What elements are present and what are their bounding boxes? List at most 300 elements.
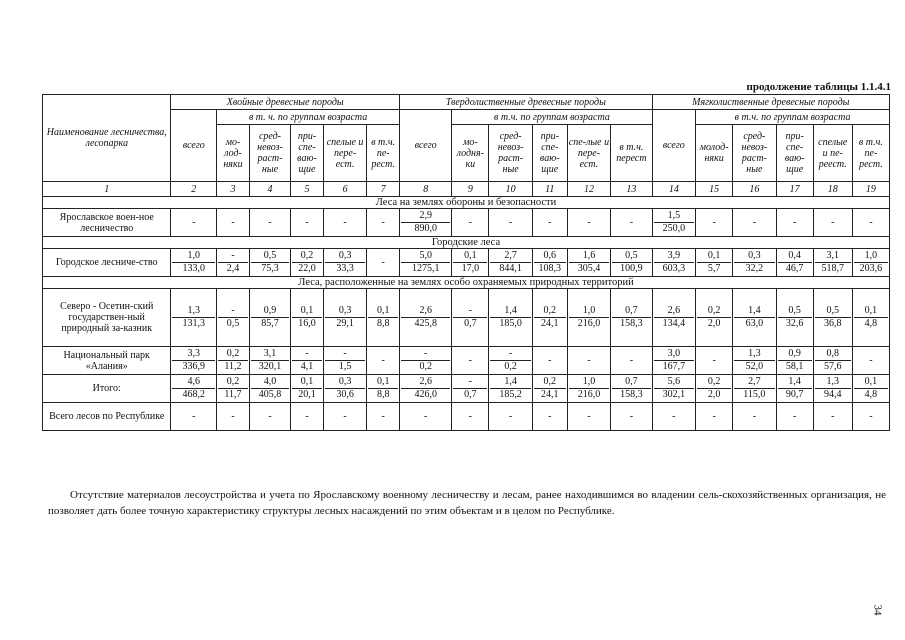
header-g1-middle: сред-невоз-раст-ные bbox=[249, 125, 290, 182]
cell-area: 158,3 bbox=[612, 317, 650, 330]
cell: - bbox=[249, 403, 290, 431]
cell: - bbox=[217, 209, 250, 237]
header-name-col: Наименование лесничества, лесопарка bbox=[43, 95, 171, 182]
cell: - bbox=[452, 403, 489, 431]
cell bbox=[249, 249, 290, 277]
cell: - bbox=[567, 347, 611, 375]
colnum: 7 bbox=[367, 182, 400, 197]
cell bbox=[611, 289, 652, 347]
cell-share: 2,7 bbox=[748, 376, 761, 387]
cell-area: 2,0 bbox=[697, 317, 731, 330]
cell-share: 2,6 bbox=[667, 305, 681, 316]
section-title: Леса на землях обороны и безопасности bbox=[43, 197, 890, 209]
cell: - bbox=[217, 403, 250, 431]
cell-area: 115,0 bbox=[734, 388, 775, 401]
cell-area: 320,1 bbox=[251, 360, 289, 373]
cell-share: - bbox=[305, 348, 309, 359]
cell: - bbox=[323, 403, 367, 431]
cell-share: 0,1 bbox=[707, 250, 721, 261]
row-name: Всего лесов по Республике bbox=[43, 403, 171, 431]
cell-area: 17,0 bbox=[453, 262, 487, 275]
colnum: 3 bbox=[217, 182, 250, 197]
cell-share: 1,5 bbox=[667, 210, 681, 221]
cell-area: 0,2 bbox=[401, 360, 450, 373]
cell-area: 2,0 bbox=[697, 388, 731, 401]
header-g1-young: мо-лод-няки bbox=[217, 125, 250, 182]
cell-share: 0,5 bbox=[263, 250, 277, 261]
cell: - bbox=[171, 209, 217, 237]
cell-area: 100,9 bbox=[612, 262, 650, 275]
cell-share: 3,9 bbox=[667, 250, 681, 261]
cell-area: 185,0 bbox=[490, 317, 531, 330]
cell bbox=[813, 249, 852, 277]
cell-share: 1,6 bbox=[582, 250, 596, 261]
cell-area: 0,2 bbox=[490, 360, 531, 373]
cell-share: 0,5 bbox=[826, 305, 839, 316]
cell-share: 5,6 bbox=[667, 376, 681, 387]
cell-share: 2,7 bbox=[504, 250, 517, 261]
header-g3-sub: в т.ч. по группам возраста bbox=[696, 110, 890, 125]
cell: - bbox=[291, 209, 324, 237]
cell-share: 0,2 bbox=[300, 250, 314, 261]
header-g2-premature: при-спе-ваю-щие bbox=[532, 125, 567, 182]
cell-share: 3,1 bbox=[826, 250, 839, 261]
cell-area: 216,0 bbox=[569, 317, 610, 330]
cell-area: 30,6 bbox=[325, 388, 366, 401]
cell bbox=[400, 289, 452, 347]
cell: - bbox=[611, 347, 652, 375]
cell-share: - bbox=[468, 376, 472, 387]
cell-area: 425,8 bbox=[401, 317, 450, 330]
cell: - bbox=[171, 403, 217, 431]
cell bbox=[611, 375, 652, 403]
cell: - bbox=[567, 209, 611, 237]
header-g2-middle: сред-невоз-раст-ные bbox=[489, 125, 533, 182]
cell-share: 0,1 bbox=[376, 376, 390, 387]
cell-share: 0,1 bbox=[464, 250, 477, 261]
forest-structure-table bbox=[42, 94, 890, 431]
cell-share: - bbox=[468, 305, 472, 316]
cell-area: 426,0 bbox=[401, 388, 450, 401]
cell bbox=[217, 289, 250, 347]
cell: - bbox=[696, 347, 733, 375]
cell-area: 58,1 bbox=[778, 360, 812, 373]
cell-area: 85,7 bbox=[251, 317, 289, 330]
cell bbox=[323, 289, 367, 347]
header-g2-total: всего bbox=[400, 110, 452, 182]
cell-share: 1,4 bbox=[504, 305, 517, 316]
cell bbox=[852, 249, 889, 277]
row-name: Северо - Осетин-ский государствен-ный природный за-казник bbox=[43, 289, 171, 347]
cell-share: 1,0 bbox=[582, 305, 596, 316]
cell-share: - bbox=[231, 305, 235, 316]
cell bbox=[652, 209, 696, 237]
cell bbox=[323, 347, 367, 375]
header-g3-total: всего bbox=[652, 110, 696, 182]
cell-share: 4,0 bbox=[263, 376, 277, 387]
cell-area: 46,7 bbox=[778, 262, 812, 275]
cell-share: 3,1 bbox=[263, 348, 277, 359]
section-row-defense bbox=[43, 197, 890, 209]
cell: - bbox=[367, 249, 400, 277]
cell bbox=[217, 249, 250, 277]
cell-area: 57,6 bbox=[815, 360, 851, 373]
cell-area: 2,4 bbox=[218, 262, 248, 275]
cell-area: 405,8 bbox=[251, 388, 289, 401]
cell bbox=[776, 249, 813, 277]
cell: - bbox=[367, 209, 400, 237]
cell bbox=[249, 289, 290, 347]
cell-area: 0,5 bbox=[218, 317, 248, 330]
cell bbox=[452, 289, 489, 347]
cell bbox=[696, 249, 733, 277]
cell: - bbox=[249, 209, 290, 237]
cell-share: - bbox=[343, 348, 347, 359]
cell-share: 2,6 bbox=[419, 305, 432, 316]
cell bbox=[733, 249, 777, 277]
cell bbox=[733, 289, 777, 347]
colnum: 19 bbox=[852, 182, 889, 197]
cell: - bbox=[489, 403, 533, 431]
cell-area: 22,0 bbox=[292, 262, 322, 275]
cell bbox=[323, 249, 367, 277]
cell bbox=[249, 347, 290, 375]
section-row-protected bbox=[43, 277, 890, 289]
cell bbox=[291, 249, 324, 277]
cell bbox=[567, 289, 611, 347]
cell-share: 1,4 bbox=[748, 305, 761, 316]
header-g2-sub: в т.ч. по группам возраста bbox=[452, 110, 652, 125]
cell-area: 250,0 bbox=[654, 222, 695, 235]
cell: - bbox=[813, 209, 852, 237]
header-g2-young: мо-лодня-ки bbox=[452, 125, 489, 182]
header-g3-overmature: в т.ч. пе-рест. bbox=[852, 125, 889, 182]
cell bbox=[696, 289, 733, 347]
cell: - bbox=[452, 209, 489, 237]
header-g2-mature: спе-лые и пере-ест. bbox=[567, 125, 611, 182]
cell: - bbox=[532, 347, 567, 375]
cell bbox=[532, 375, 567, 403]
cell bbox=[652, 289, 696, 347]
cell: - bbox=[367, 347, 400, 375]
cell: - bbox=[852, 347, 889, 375]
cell-area: 302,1 bbox=[654, 388, 695, 401]
cell bbox=[611, 249, 652, 277]
cell-area: 203,6 bbox=[854, 262, 888, 275]
cell-area: 11,2 bbox=[218, 360, 248, 373]
cell-share: 1,3 bbox=[826, 376, 839, 387]
cell-area: 36,8 bbox=[815, 317, 851, 330]
cell bbox=[367, 289, 400, 347]
colnum: 15 bbox=[696, 182, 733, 197]
cell-area: 4,1 bbox=[292, 360, 322, 373]
cell bbox=[489, 347, 533, 375]
cell-area: 890,0 bbox=[401, 222, 450, 235]
cell-area: 1,5 bbox=[325, 360, 366, 373]
cell-share: 1,3 bbox=[187, 305, 201, 316]
cell-area: 216,0 bbox=[569, 388, 610, 401]
cell-share: 0,3 bbox=[338, 376, 352, 387]
cell-area: 5,7 bbox=[697, 262, 731, 275]
cell bbox=[291, 347, 324, 375]
cell-area: 134,4 bbox=[654, 317, 695, 330]
cell-area: 94,4 bbox=[815, 388, 851, 401]
cell-area: 167,7 bbox=[654, 360, 695, 373]
cell bbox=[249, 375, 290, 403]
table-row bbox=[43, 209, 890, 237]
cell: - bbox=[611, 403, 652, 431]
colnum: 6 bbox=[323, 182, 367, 197]
cell-share: 0,2 bbox=[543, 305, 556, 316]
cell bbox=[452, 249, 489, 277]
colnum: 1 bbox=[43, 182, 171, 197]
cell-share: 0,1 bbox=[864, 305, 878, 316]
header-g1-overmature: в т.ч. пе-рест. bbox=[367, 125, 400, 182]
cell-share: 1,0 bbox=[187, 250, 201, 261]
cell: - bbox=[400, 403, 452, 431]
cell-share: 1,3 bbox=[748, 348, 761, 359]
cell-area: 305,4 bbox=[569, 262, 610, 275]
continuation-label: продолжение таблицы 1.1.4.1 bbox=[746, 81, 891, 93]
cell-share: 0,2 bbox=[226, 376, 240, 387]
cell bbox=[489, 289, 533, 347]
cell-area: 24,1 bbox=[534, 317, 566, 330]
row-name: Городское лесниче-ство bbox=[43, 249, 171, 277]
cell-share: 2,9 bbox=[419, 210, 432, 221]
colnum: 2 bbox=[171, 182, 217, 197]
cell-area: 468,2 bbox=[172, 388, 215, 401]
header-row-groups bbox=[43, 95, 890, 110]
header-g3-premature: при-спе-ваю-щие bbox=[776, 125, 813, 182]
colnum: 10 bbox=[489, 182, 533, 197]
header-g3-middle: сред-невоз-раст-ные bbox=[733, 125, 777, 182]
cell-area: 4,8 bbox=[854, 317, 888, 330]
cell bbox=[852, 289, 889, 347]
colnum: 12 bbox=[567, 182, 611, 197]
cell-area: 29,1 bbox=[325, 317, 366, 330]
header-conifer: Хвойные древесные породы bbox=[171, 95, 400, 110]
section-title: Леса, расположенные на землях особо охраняемых природных территорий bbox=[43, 277, 890, 289]
cell: - bbox=[776, 403, 813, 431]
header-g1-total: всего bbox=[171, 110, 217, 182]
cell-share: 0,1 bbox=[300, 376, 314, 387]
cell-share: 1,0 bbox=[864, 250, 878, 261]
cell-area: 16,0 bbox=[292, 317, 322, 330]
cell: - bbox=[733, 403, 777, 431]
cell bbox=[452, 375, 489, 403]
cell: - bbox=[813, 403, 852, 431]
cell bbox=[400, 375, 452, 403]
header-softwood: Мягколиственные древесные породы bbox=[652, 95, 889, 110]
cell-share: 3,0 bbox=[667, 348, 681, 359]
cell-share: 0,3 bbox=[338, 305, 352, 316]
cell bbox=[217, 347, 250, 375]
cell: - bbox=[852, 209, 889, 237]
cell-share: 0,7 bbox=[625, 305, 638, 316]
cell bbox=[532, 249, 567, 277]
table-row bbox=[43, 347, 890, 375]
table-row bbox=[43, 249, 890, 277]
cell bbox=[776, 375, 813, 403]
cell bbox=[733, 375, 777, 403]
header-hardwood: Твердолиственные древесные породы bbox=[400, 95, 653, 110]
cell-area: 133,0 bbox=[172, 262, 215, 275]
cell-area: 518,7 bbox=[815, 262, 851, 275]
cell-share: 0,3 bbox=[338, 250, 352, 261]
cell-area: 20,1 bbox=[292, 388, 322, 401]
cell-share: 0,8 bbox=[826, 348, 839, 359]
cell: - bbox=[852, 403, 889, 431]
cell-area: 1275,1 bbox=[401, 262, 450, 275]
cell bbox=[567, 375, 611, 403]
section-row-urban bbox=[43, 237, 890, 249]
cell-area: 0,7 bbox=[453, 317, 487, 330]
cell-share: 0,9 bbox=[263, 305, 277, 316]
cell bbox=[852, 375, 889, 403]
cell-share: 0,2 bbox=[707, 305, 721, 316]
colnum: 16 bbox=[733, 182, 777, 197]
cell-area: 131,3 bbox=[172, 317, 215, 330]
cell-share: 0,4 bbox=[788, 250, 801, 261]
header-row-numbers bbox=[43, 182, 890, 197]
cell-share: 0,2 bbox=[543, 376, 556, 387]
colnum: 13 bbox=[611, 182, 652, 197]
cell: - bbox=[291, 403, 324, 431]
cell bbox=[652, 347, 696, 375]
section-title: Городские леса bbox=[43, 237, 890, 249]
header-g1-mature: спелые и пере-ест. bbox=[323, 125, 367, 182]
cell bbox=[813, 347, 852, 375]
cell: - bbox=[733, 209, 777, 237]
cell-share: 2,6 bbox=[419, 376, 432, 387]
cell: - bbox=[452, 347, 489, 375]
cell-area: 32,6 bbox=[778, 317, 812, 330]
cell bbox=[171, 249, 217, 277]
cell-share: - bbox=[231, 250, 235, 261]
cell-area: 33,3 bbox=[325, 262, 366, 275]
cell bbox=[291, 289, 324, 347]
cell bbox=[652, 249, 696, 277]
header-g1-premature: при-спе-ваю-щие bbox=[291, 125, 324, 182]
cell-share: 3,3 bbox=[187, 348, 201, 359]
cell bbox=[367, 375, 400, 403]
cell bbox=[813, 375, 852, 403]
colnum: 5 bbox=[291, 182, 324, 197]
cell: - bbox=[323, 209, 367, 237]
cell-share: 0,7 bbox=[625, 376, 638, 387]
cell-share: 1,4 bbox=[504, 376, 517, 387]
cell bbox=[489, 249, 533, 277]
cell: - bbox=[696, 209, 733, 237]
cell bbox=[813, 289, 852, 347]
cell-area: 603,3 bbox=[654, 262, 695, 275]
cell bbox=[567, 249, 611, 277]
table-row-total bbox=[43, 375, 890, 403]
cell-area: 75,3 bbox=[251, 262, 289, 275]
row-name: Ярославское воен-ное лесничество bbox=[43, 209, 171, 237]
cell-share: 0,1 bbox=[300, 305, 314, 316]
cell-area: 4,8 bbox=[854, 388, 888, 401]
cell: - bbox=[489, 209, 533, 237]
cell-area: 108,3 bbox=[534, 262, 566, 275]
cell-share: 0,9 bbox=[788, 348, 801, 359]
header-g3-young: молод-няки bbox=[696, 125, 733, 182]
row-name: Итого: bbox=[43, 375, 171, 403]
footnote-paragraph: Отсутствие материалов лесоустройства и учета по Ярославскому военному лесничеству и лесам, ранее находившимся во владении сель-скохозяйственных организация, не позволяет дать более точную характеристику структуры лесных насаждений по этим объектам и в целом по Республике. bbox=[48, 489, 886, 517]
cell-share: 5,0 bbox=[419, 250, 432, 261]
cell-share: - bbox=[508, 348, 513, 359]
cell-share: 0,5 bbox=[788, 305, 801, 316]
cell-area: 0,7 bbox=[453, 388, 487, 401]
cell: - bbox=[776, 209, 813, 237]
colnum: 8 bbox=[400, 182, 452, 197]
cell-area: 32,2 bbox=[734, 262, 775, 275]
cell-share: 0,2 bbox=[226, 348, 240, 359]
cell-area: 52,0 bbox=[734, 360, 775, 373]
header-g2-overmature: в т.ч. перест bbox=[611, 125, 652, 182]
cell-share: 0,6 bbox=[543, 250, 556, 261]
header-g3-mature: спелые и пе-реест. bbox=[813, 125, 852, 182]
cell: - bbox=[367, 403, 400, 431]
colnum: 11 bbox=[532, 182, 567, 197]
cell: - bbox=[611, 209, 652, 237]
table-row-republic bbox=[43, 403, 890, 431]
cell-share: 0,1 bbox=[864, 376, 878, 387]
header-g1-sub: в т. ч. по группам возраста bbox=[217, 110, 400, 125]
cell bbox=[400, 249, 452, 277]
cell-share: 0,1 bbox=[376, 305, 390, 316]
cell-share: - bbox=[424, 348, 428, 359]
cell-area: 24,1 bbox=[534, 388, 566, 401]
cell bbox=[400, 209, 452, 237]
cell-area: 158,3 bbox=[612, 388, 650, 401]
cell bbox=[696, 375, 733, 403]
cell bbox=[400, 347, 452, 375]
cell bbox=[652, 375, 696, 403]
cell-area: 336,9 bbox=[172, 360, 215, 373]
colnum: 17 bbox=[776, 182, 813, 197]
cell-area: 63,0 bbox=[734, 317, 775, 330]
cell bbox=[171, 375, 217, 403]
cell bbox=[217, 375, 250, 403]
cell bbox=[776, 347, 813, 375]
cell: - bbox=[567, 403, 611, 431]
cell-share: 1,4 bbox=[788, 376, 801, 387]
cell-area: 8,8 bbox=[368, 388, 398, 401]
cell-area: 90,7 bbox=[778, 388, 812, 401]
cell-area: 844,1 bbox=[490, 262, 531, 275]
cell bbox=[171, 347, 217, 375]
cell: - bbox=[696, 403, 733, 431]
cell: - bbox=[532, 209, 567, 237]
cell bbox=[323, 375, 367, 403]
cell bbox=[171, 289, 217, 347]
cell-area: 8,8 bbox=[368, 317, 398, 330]
row-name: Национальный парк «Алания» bbox=[43, 347, 171, 375]
cell-area: 11,7 bbox=[218, 388, 248, 401]
cell bbox=[776, 289, 813, 347]
page-number: 34 bbox=[871, 604, 884, 616]
cell: - bbox=[532, 403, 567, 431]
colnum: 4 bbox=[249, 182, 290, 197]
colnum: 18 bbox=[813, 182, 852, 197]
table-row bbox=[43, 289, 890, 347]
cell bbox=[733, 347, 777, 375]
cell bbox=[489, 375, 533, 403]
cell-share: 0,3 bbox=[748, 250, 761, 261]
colnum: 9 bbox=[452, 182, 489, 197]
cell-share: 1,0 bbox=[582, 376, 596, 387]
